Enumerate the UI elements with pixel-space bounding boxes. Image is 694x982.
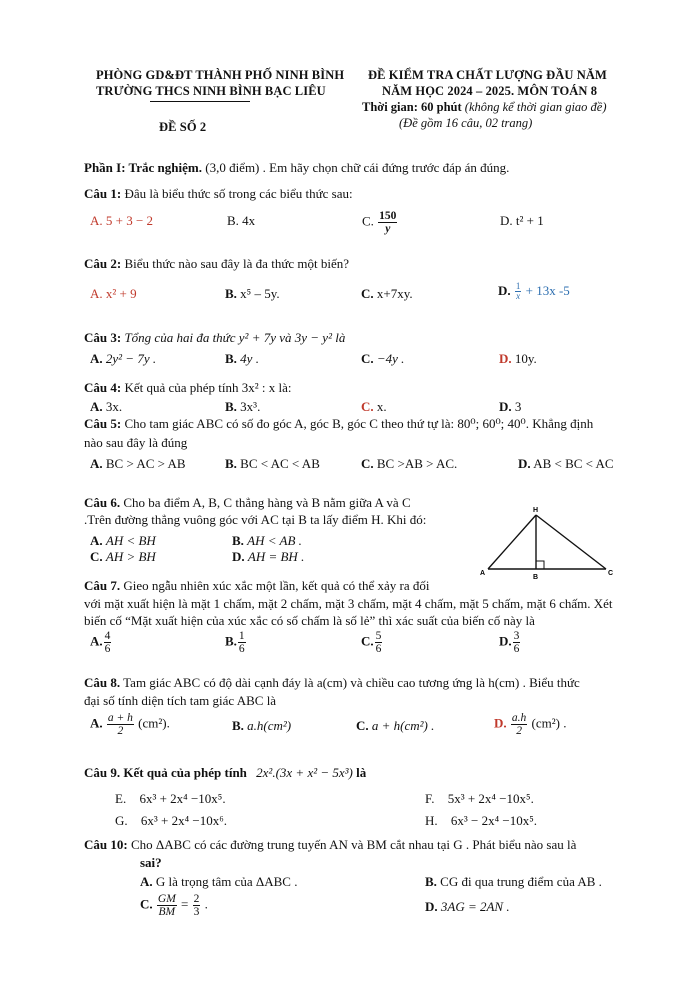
q6-a-text: AH < BH xyxy=(105,533,156,548)
q7-d-den: 6 xyxy=(513,643,520,656)
q7-c-label: C. xyxy=(361,633,374,649)
q6-d-text: AH = BH . xyxy=(247,549,305,564)
q8-option-b xyxy=(232,718,291,734)
q6-option-c xyxy=(90,549,156,565)
q4-a-text: 3x. xyxy=(105,399,123,414)
q9-option-h xyxy=(425,813,537,829)
q7-option-a xyxy=(90,630,112,655)
q9-h-label: H. xyxy=(425,813,438,828)
q2-stem xyxy=(84,256,349,272)
q4-b-text: 3x³. xyxy=(240,399,261,414)
q10-stem-line2: sai? xyxy=(140,855,162,870)
line-hc xyxy=(536,515,606,569)
right-angle-mark xyxy=(536,561,544,569)
exam-title: ĐỀ KIỂM TRA CHẤT LƯỢNG ĐẦU NĂM xyxy=(368,68,607,82)
q5-option-d xyxy=(518,456,614,472)
q8-d-num: a.h xyxy=(511,712,527,724)
q4-text: Kết quả của phép tính 3x² : x là: xyxy=(124,380,292,395)
q3-stem xyxy=(84,330,345,346)
q4-option-a xyxy=(90,399,122,415)
q8-c-label: C. xyxy=(356,718,369,733)
q4-d-label: D. xyxy=(499,399,512,414)
q2-option-d xyxy=(498,282,570,302)
q10-c-label: C. xyxy=(140,896,153,912)
q7-d-label: D. xyxy=(499,633,512,649)
q2-d-den: x xyxy=(516,291,521,302)
q8-label: Câu 8. xyxy=(84,675,121,690)
q4-option-b xyxy=(225,399,260,415)
q8-c-text: a + h(cm²) . xyxy=(371,718,435,733)
q5-option-b xyxy=(225,456,320,472)
q5-a-text: BC > AC > AB xyxy=(105,456,186,471)
q5-b-text: BC < AC < AB xyxy=(240,456,320,471)
q5-stem-line1 xyxy=(84,416,593,432)
page-note: (Đề gồm 16 câu, 02 trang) xyxy=(399,116,533,130)
exam-time-label: Thời gian: 60 phút xyxy=(362,100,462,114)
q2-b-text: x⁵ – 5y. xyxy=(240,286,280,301)
q5-b-label: B. xyxy=(225,456,237,471)
part1-heading xyxy=(84,160,509,176)
q3-option-b xyxy=(225,351,259,367)
part1-title: Phần I: Trắc nghiệm. xyxy=(84,160,202,175)
q7-c-den: 6 xyxy=(375,643,382,656)
q2-c-label: C. xyxy=(361,286,374,301)
q1-text: Đâu là biểu thức số trong các biểu thức sau: xyxy=(124,186,353,201)
q7-stem-line3: biến cố “Mặt xuất hiện của xúc xắc có số chấm là số lẻ” thì xác suất của biến cố này là xyxy=(84,613,535,628)
q5-d-label: D. xyxy=(518,456,531,471)
q3-b-text: 4y . xyxy=(240,351,259,366)
q9-stem xyxy=(84,765,366,781)
q10-option-b xyxy=(425,874,602,890)
q5-stem-line2: nào sau đây là đúng xyxy=(84,435,188,450)
q7-a-num: 4 xyxy=(104,630,111,642)
q10-option-a xyxy=(140,874,297,890)
q4-a-label: A. xyxy=(90,399,103,414)
q6-d-label: D. xyxy=(232,549,245,564)
q3-d-text: 10y. xyxy=(514,351,537,366)
q6-a-label: A. xyxy=(90,533,103,548)
q1-option-a: A. 5 + 3 − 2 xyxy=(90,213,154,228)
q10-c-rden: 3 xyxy=(193,906,200,919)
q7-a-label: A. xyxy=(90,633,103,649)
part1-desc: (3,0 điểm) . Em hãy chọn chữ cái đứng trước đáp án đúng. xyxy=(205,160,510,175)
q4-d-text: 3 xyxy=(514,399,522,414)
q9-g-label: G. xyxy=(115,813,128,828)
q10-c-rnum: 2 xyxy=(193,893,200,905)
q9-tail: là xyxy=(356,765,367,780)
q6-c-label: C. xyxy=(90,549,103,564)
q3-b-label: B. xyxy=(225,351,237,366)
q6-text1: Cho ba điểm A, B, C thẳng hàng và B nằm giữa A và C xyxy=(123,495,411,510)
q10-d-text: 3AG = 2AN . xyxy=(440,899,510,914)
q2-d-num: 1 xyxy=(515,281,521,291)
q5-option-c xyxy=(361,456,457,472)
q2-b-label: B. xyxy=(225,286,237,301)
q7-d-num: 3 xyxy=(513,630,520,642)
q8-option-c xyxy=(356,718,434,734)
q9-h-text: 6x³ − 2x⁴ −10x⁵. xyxy=(450,813,538,828)
q1-option-c xyxy=(362,210,398,235)
q4-stem xyxy=(84,380,292,396)
q2-c-text: x+7xy. xyxy=(376,286,413,301)
q10-b-text: CG đi qua trung điểm của AB . xyxy=(440,874,602,889)
q9-option-e xyxy=(115,791,226,807)
q1-c-den: y xyxy=(385,223,391,236)
q10-stem-line1 xyxy=(84,837,576,853)
q5-a-label: A. xyxy=(90,456,103,471)
q9-option-g xyxy=(115,813,227,829)
q5-option-a xyxy=(90,456,186,472)
q10-c-num: GM xyxy=(157,893,176,905)
q6-option-d xyxy=(232,549,304,565)
q10-text1: Cho ΔABC có các đường trung tuyến AN và BM cắt nhau tại G . Phát biểu nào sau là xyxy=(130,837,577,852)
q8-option-a xyxy=(90,712,170,737)
q8-stem-line2: đại số tính diện tích tam giác ABC là xyxy=(84,693,277,708)
q2-text: Biểu thức nào sau đây là đa thức một biến? xyxy=(124,256,350,271)
q3-text: Tổng của hai đa thức y² + 7y và 3y − y² là xyxy=(124,330,346,345)
q5-d-text: AB < BC < AC xyxy=(533,456,614,471)
q2-label: Câu 2: xyxy=(84,256,122,271)
q8-option-d xyxy=(494,712,566,737)
q10-a-text: G là trọng tâm của ΔABC . xyxy=(155,874,298,889)
q6-stem-line2: .Trên đường thẳng vuông góc với AC tại B ta lấy điểm H. Khi đó: xyxy=(84,512,427,527)
q3-d-label: D. xyxy=(499,351,512,366)
q7-b-label: B. xyxy=(225,633,237,649)
q5-c-label: C. xyxy=(361,456,374,471)
q8-a-den: 2 xyxy=(117,725,124,738)
q10-option-c xyxy=(140,893,208,918)
exam-time xyxy=(362,100,607,115)
q6-option-b xyxy=(232,533,302,549)
q10-c-den: BM xyxy=(158,906,176,919)
q8-a-label: A. xyxy=(90,715,103,731)
q1-label: Câu 1: xyxy=(84,186,122,201)
q7-option-b xyxy=(225,630,247,655)
q4-b-label: B. xyxy=(225,399,237,414)
q8-b-text: a.h(cm²) xyxy=(247,718,292,733)
q5-text1: Cho tam giác ABC có số đo góc A, góc B, góc C theo thứ tự là: 80⁰; 60⁰; 40⁰. Khẳng định xyxy=(124,416,594,431)
line-ah xyxy=(488,515,536,569)
point-b-label: B xyxy=(533,574,539,581)
q3-option-a xyxy=(90,351,156,367)
q8-d-label: D. xyxy=(494,715,507,731)
q7-option-d xyxy=(499,630,521,655)
q8-b-label: B. xyxy=(232,718,244,733)
q3-c-text: −4y . xyxy=(376,351,405,366)
q10-c-period: . xyxy=(204,896,208,912)
q9-expression: 2x².(3x + x² − 5x³) xyxy=(256,765,353,780)
q7-b-den: 6 xyxy=(238,643,245,656)
q6-b-text: AH < AB . xyxy=(247,533,302,548)
q3-a-text: 2y² − 7y . xyxy=(105,351,157,366)
q5-c-text: BC >AB > AC. xyxy=(376,456,458,471)
q3-c-label: C. xyxy=(361,351,374,366)
q2-option-c xyxy=(361,286,413,302)
exam-year-subject: NĂM HỌC 2024 – 2025. MÔN TOÁN 8 xyxy=(382,84,598,98)
q9-f-label: F. xyxy=(425,791,435,806)
q10-c-eq: = xyxy=(181,896,189,912)
point-h-label: H xyxy=(533,507,539,514)
q1-c-label: C. xyxy=(362,213,374,229)
q9-option-f xyxy=(425,791,534,807)
q4-c-label: C. xyxy=(361,399,374,414)
q4-option-c xyxy=(361,399,387,415)
q8-stem-line1 xyxy=(84,675,580,691)
q8-a-num: a + h xyxy=(107,712,133,724)
q4-c-text: x. xyxy=(376,399,387,414)
q7-b-num: 1 xyxy=(238,630,245,642)
q4-label: Câu 4: xyxy=(84,380,122,395)
q9-g-text: 6x³ + 2x⁴ −10x⁶. xyxy=(140,813,228,828)
q2-d-label: D. xyxy=(498,282,511,298)
q8-a-rest: (cm²). xyxy=(138,715,170,731)
school-name: TRƯỜNG THCS NINH BÌNH BẠC LIÊU xyxy=(96,84,326,98)
q10-b-label: B. xyxy=(425,874,437,889)
q5-label: Câu 5: xyxy=(84,416,122,431)
q8-d-rest: (cm²) . xyxy=(531,715,567,731)
q6-stem-line1 xyxy=(84,495,411,511)
point-a-label: A xyxy=(480,570,486,577)
q3-option-c xyxy=(361,351,404,367)
q9-label: Câu 9. Kết quả của phép tính xyxy=(84,765,247,780)
q7-stem-line1 xyxy=(84,578,430,594)
q10-option-d xyxy=(425,899,510,915)
exam-code: ĐỀ SỐ 2 xyxy=(159,120,207,134)
q8-d-den: 2 xyxy=(516,725,522,738)
q6-c-text: AH > BH xyxy=(105,549,156,564)
q3-a-label: A. xyxy=(90,351,103,366)
q3-option-d xyxy=(499,351,537,367)
q4-option-d xyxy=(499,399,521,415)
q9-e-label: E. xyxy=(115,791,127,806)
q10-d-label: D. xyxy=(425,899,438,914)
q7-label: Câu 7. xyxy=(84,578,121,593)
school-department: PHÒNG GD&ĐT THÀNH PHỐ NINH BÌNH xyxy=(96,68,345,82)
q7-text1: Gieo ngẫu nhiên xúc xắc một lần, kết quả có thể xảy ra đối xyxy=(123,578,430,593)
q8-text1: Tam giác ABC có độ dài cạnh đáy là a(cm) và chiều cao tương ứng là h(cm) . Biểu thức xyxy=(123,675,580,690)
q6-option-a xyxy=(90,533,156,549)
header-divider xyxy=(150,101,250,102)
exam-time-note: (không kể thời gian giao đề) xyxy=(464,100,607,114)
q2-option-a: A. x² + 9 xyxy=(90,286,137,301)
q1-option-d: D. t² + 1 xyxy=(500,213,544,228)
q6-label: Câu 6. xyxy=(84,495,121,510)
point-c-label: C xyxy=(608,570,614,577)
q2-d-rest: + 13x -5 xyxy=(525,282,570,298)
triangle-figure xyxy=(478,503,618,585)
q9-e-text: 6x³ + 2x⁴ −10x⁵. xyxy=(139,791,226,806)
q1-c-num: 150 xyxy=(379,210,397,222)
q10-label: Câu 10: xyxy=(84,837,128,852)
q1-option-b: B. 4x xyxy=(227,213,256,228)
q10-a-label: A. xyxy=(140,874,153,889)
q3-label: Câu 3: xyxy=(84,330,122,345)
q7-c-num: 5 xyxy=(375,630,382,642)
q2-option-b xyxy=(225,286,280,302)
q1-stem xyxy=(84,186,353,202)
q7-option-c xyxy=(361,630,383,655)
q9-f-text: 5x³ + 2x⁴ −10x⁵. xyxy=(447,791,534,806)
q7-stem-line2: với mặt xuất hiện là mặt 1 chấm, mặt 2 chấm, mặt 3 chấm, mặt 4 chấm, mặt 5 chấm, mặt 6 chấm. Xét xyxy=(84,596,613,611)
q7-a-den: 6 xyxy=(104,643,111,656)
q6-b-label: B. xyxy=(232,533,244,548)
